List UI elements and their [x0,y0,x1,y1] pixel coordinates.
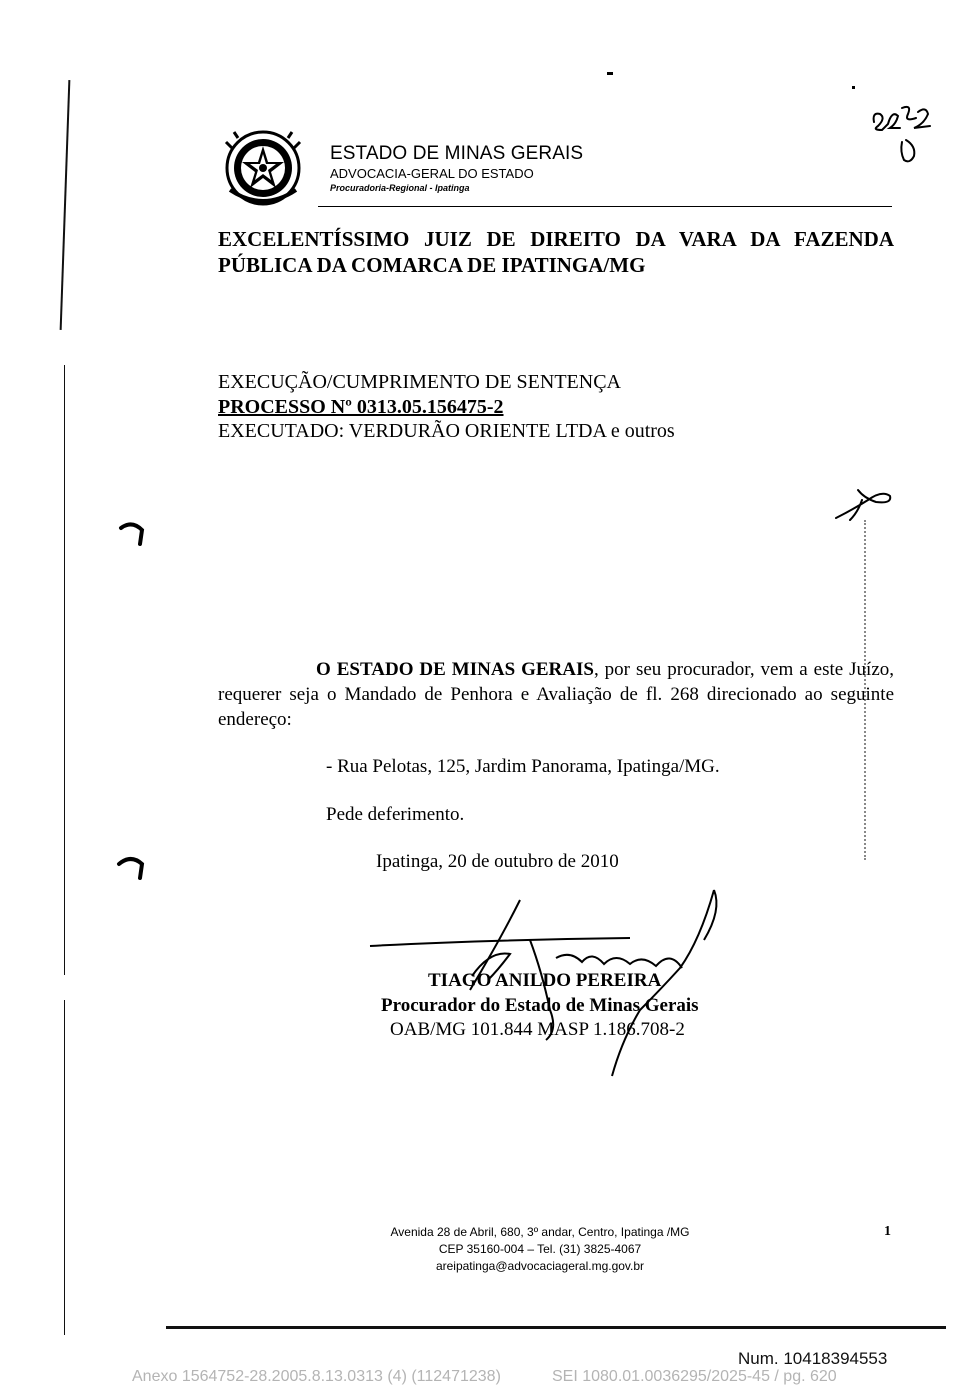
case-type: EXECUÇÃO/CUMPRIMENTO DE SENTENÇA [218,371,621,393]
scan-dot [607,72,613,75]
header-divider [318,206,892,207]
punch-hole-mark-upper [118,518,148,548]
handwritten-folio-mark [868,100,940,170]
scan-margin-line-top [60,80,71,330]
scan-dot [852,86,855,89]
party-name: O ESTADO DE MINAS GERAIS [316,659,594,680]
footer-email: areipatinga@advocaciageral.mg.gov.br [435,1259,645,1273]
request-text: , por seu procurador, vem a este Juízo, requerer seja o Mandado de Penhora e Avaliação de fl. 268 direcionado ao seguinte endereço: [218,659,894,730]
header-agency-name: ADVOCACIA-GERAL DO ESTADO [330,166,534,181]
footer-cep-phone: CEP 35160-004 – Tel. (31) 3825-4067 [438,1242,642,1256]
target-address: - Rua Pelotas, 125, Jardim Panorama, Ipatinga/MG. [326,756,720,777]
bottom-divider [166,1326,946,1329]
coat-of-arms-emblem [222,128,304,208]
punch-hole-mark-lower [116,852,150,882]
case-number: PROCESSO Nº 0313.05.156475-2 [218,396,504,418]
signer-registration: OAB/MG 101.844 MASP 1.186.708-2 [390,1019,685,1040]
request-paragraph [218,657,894,732]
signer-name: TIAGO ANILDO PEREIRA [428,970,662,991]
signer-role: Procurador do Estado de Minas Gerais [381,995,699,1016]
footer-address-line: Avenida 28 de Abril, 680, 3º andar, Centro, Ipatinga /MG [390,1225,690,1239]
case-defendant: EXECUTADO: VERDURÃO ORIENTE LTDA e outros [218,420,675,442]
footer-address-block [360,1224,720,1275]
scan-margin-line-middle [64,365,65,975]
page-number: 1 [884,1224,891,1239]
document-addressee: EXCELENTÍSSIMO JUIZ DE DIREITO DA VARA DA FAZENDA PÚBLICA DA COMARCA DE IPATINGA/MG [218,227,894,277]
annex-stamp: Anexo 1564752-28.2005.8.13.0313 (4) (112471238) [132,1368,501,1385]
document-number-stamp: Num. 10418394553 [738,1349,888,1368]
scan-margin-line-bottom [64,1000,65,1335]
closing-request: Pede deferimento. [326,804,465,825]
sei-stamp: SEI 1080.01.0036295/2025-45 / pg. 620 [552,1368,837,1385]
place-and-date: Ipatinga, 20 de outubro de 2010 [376,851,619,872]
header-state-name: ESTADO DE MINAS GERAIS [330,143,584,164]
header-office-name: Procuradoria-Regional - Ipatinga [330,183,470,193]
